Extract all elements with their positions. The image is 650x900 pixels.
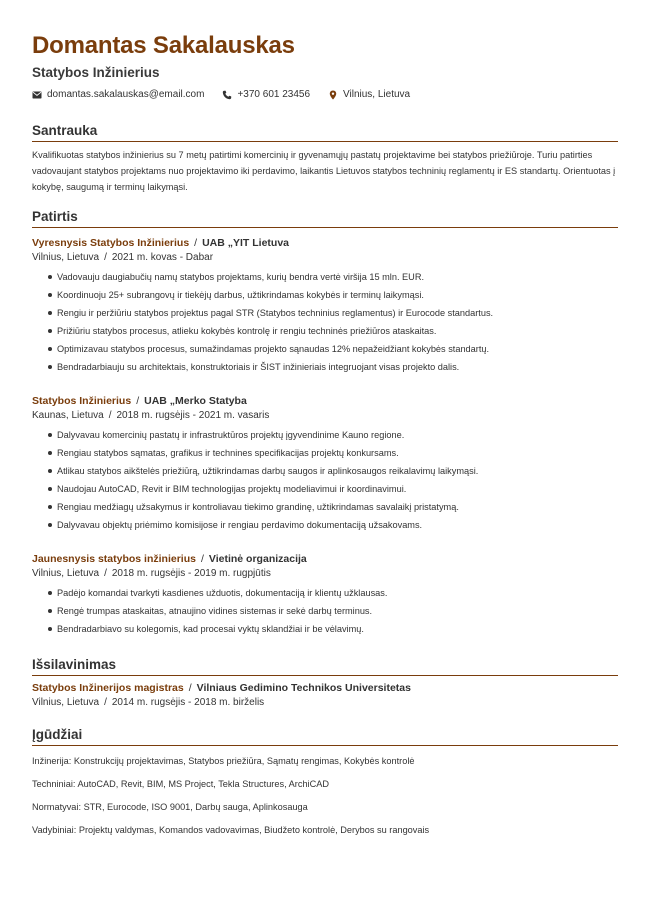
contact-phone[interactable] (222, 88, 310, 102)
separator: / (188, 682, 192, 694)
job-meta (32, 567, 618, 581)
list-item: Optimizavau statybos procesus, sumažindamas projekto sąnaudas 12% nepažeidžiant kokybės standartų. (48, 340, 618, 358)
skill-line: Normatyvai: STR, Eurocode, ISO 9001, Darbų sauga, Aplinkosauga (32, 802, 308, 812)
job-bullets (32, 584, 618, 638)
job-period: 2018 m. rugsėjis - 2021 m. vasaris (116, 410, 270, 421)
list-item: Naudojau AutoCAD, Revit ir BIM technologijas projektų modeliavimui ir koordinavimui. (48, 480, 618, 498)
separator: / (108, 410, 112, 421)
job-bullets (32, 268, 618, 376)
separator: / (104, 697, 107, 708)
job-bullets (32, 426, 618, 534)
skills-section (32, 726, 618, 837)
list-item: Dalyvavau komercinių pastatų ir infrastruktūros projektų įgyvendinime Kauno regione. (48, 426, 618, 444)
job-role: Statybos Inžinierius (32, 395, 132, 407)
job-entry (32, 236, 618, 376)
separator: / (104, 568, 107, 579)
separator: / (194, 237, 198, 249)
list-item: Rengiau medžiagų užsakymus ir kontroliavau tiekimo grandinę, užtikrindamas savalaikį pristatymą. (48, 498, 618, 516)
job-header (32, 552, 618, 566)
contact-location-text: Vilnius, Lietuva (343, 89, 411, 100)
list-item: Dalyvavau objektų priėmimo komisijose ir rengiau perdavimo dokumentaciją užsakovams. (48, 516, 618, 534)
education-degree: Statybos Inžinerijos magistras (32, 682, 184, 694)
list-item: Rengiu ir peržiūriu statybos projektus pagal STR (Statybos techninius reglamentus) ir Eurocode standartus. (48, 304, 618, 322)
skill-line: Inžinerija: Konstrukcijų projektavimas, Statybos priežiūra, Sąmatų rengimas, Kokybės kontrolė (32, 756, 415, 766)
list-item: Bendradarbiauju su architektais, konstruktoriais ir ŠIST inžinieriais integruojant visas projekto dalis. (48, 358, 618, 376)
list-item: Koordinuoju 25+ subrangovų ir tiekėjų darbus, užtikrindamas kokybės ir terminų laikymąsi. (48, 286, 618, 304)
skill-line: Vadybiniai: Projektų valdymas, Komandos vadovavimas, Biudžeto kontrolė, Derybos su rangovais (32, 825, 430, 835)
job-entry (32, 394, 618, 534)
contact-location (328, 88, 410, 102)
envelope-icon (32, 90, 42, 100)
skills-heading: Įgūdžiai (32, 726, 618, 746)
resume-header (32, 30, 618, 102)
contact-email-text: domantas.sakalauskas@email.com (47, 89, 205, 100)
education-heading: Išsilavinimas (32, 656, 618, 676)
separator: / (104, 252, 107, 263)
job-company: Vietinė organizacija (208, 553, 307, 565)
job-header (32, 236, 618, 250)
phone-icon (222, 90, 232, 100)
education-section (32, 656, 618, 710)
candidate-name: Domantas Sakalauskas (32, 32, 295, 59)
list-item: Padėjo komandai tvarkyti kasdienes užduotis, dokumentaciją ir klientų užklausas. (48, 584, 618, 602)
education-meta (32, 696, 618, 710)
experience-section (32, 208, 618, 638)
map-pin-icon (328, 90, 338, 100)
separator: / (136, 395, 140, 407)
job-location: Vilnius, Lietuva (32, 568, 100, 579)
job-company: UAB „YIT Lietuva (202, 237, 290, 249)
experience-heading: Patirtis (32, 208, 618, 228)
candidate-title: Statybos Inžinierius (32, 65, 160, 80)
contact-phone-text: +370 601 23456 (237, 89, 311, 100)
job-meta (32, 409, 618, 423)
resume-page (32, 30, 618, 837)
job-role: Vyresnysis Statybos Inžinierius (32, 237, 190, 249)
summary-section (32, 122, 618, 195)
list-item: Bendradarbiavo su kolegomis, kad procesai vyktų sklandžiai ir be vėlavimų. (48, 620, 618, 638)
summary-text: Kvalifikuotas statybos inžinierius su 7 metų patirtimi komercinių ir gyvenamųjų pastatų projektavime bei statybos priežiūroje. Turiu patirties vadovaujant statybos projektams nuo projektavimo iki perdavimo, laikantis Lietuvos statybos techninių reglamentų ir ES standartų. Orientuotas į kokybę, saugumą ir terminų laikymąsi. (32, 150, 616, 192)
education-location: Vilnius, Lietuva (32, 697, 100, 708)
job-period: 2021 m. kovas - Dabar (111, 252, 214, 263)
list-item: Vadovauju daugiabučių namų statybos projektams, kurių bendra vertė viršija 15 mln. EUR. (48, 268, 618, 286)
job-company: UAB „Merko Statyba (144, 395, 247, 407)
list-item: Atlikau statybos aikštelės priežiūrą, užtikrindamas darbų saugos ir aplinkosaugos reikalavimų laikymąsi. (48, 462, 618, 480)
separator: / (200, 553, 204, 565)
contact-bar (32, 88, 618, 102)
summary-heading: Santrauka (32, 122, 618, 142)
job-meta (32, 251, 618, 265)
education-school: Vilniaus Gedimino Technikos Universitetas (196, 682, 411, 694)
job-location: Kaunas, Lietuva (32, 410, 104, 421)
job-period: 2018 m. rugsėjis - 2019 m. rugpjūtis (111, 568, 271, 579)
list-item: Prižiūriu statybos procesus, atlieku kokybės kontrolę ir rengiu techninės priežiūros ataskaitas. (48, 322, 618, 340)
job-location: Vilnius, Lietuva (32, 252, 100, 263)
education-period: 2014 m. rugsėjis - 2018 m. birželis (111, 697, 265, 708)
education-header (32, 681, 618, 695)
job-entry (32, 552, 618, 638)
contact-email[interactable] (32, 88, 204, 102)
job-header (32, 394, 618, 408)
list-item: Rengiau statybos sąmatas, grafikus ir technines specifikacijas projektų konkursams. (48, 444, 618, 462)
skill-line: Techniniai: AutoCAD, Revit, BIM, MS Project, Tekla Structures, ArchiCAD (32, 779, 329, 789)
job-role: Jaunesnysis statybos inžinierius (32, 553, 196, 565)
list-item: Rengė trumpas ataskaitas, atnaujino vidines sistemas ir sekė darbų terminus. (48, 602, 618, 620)
